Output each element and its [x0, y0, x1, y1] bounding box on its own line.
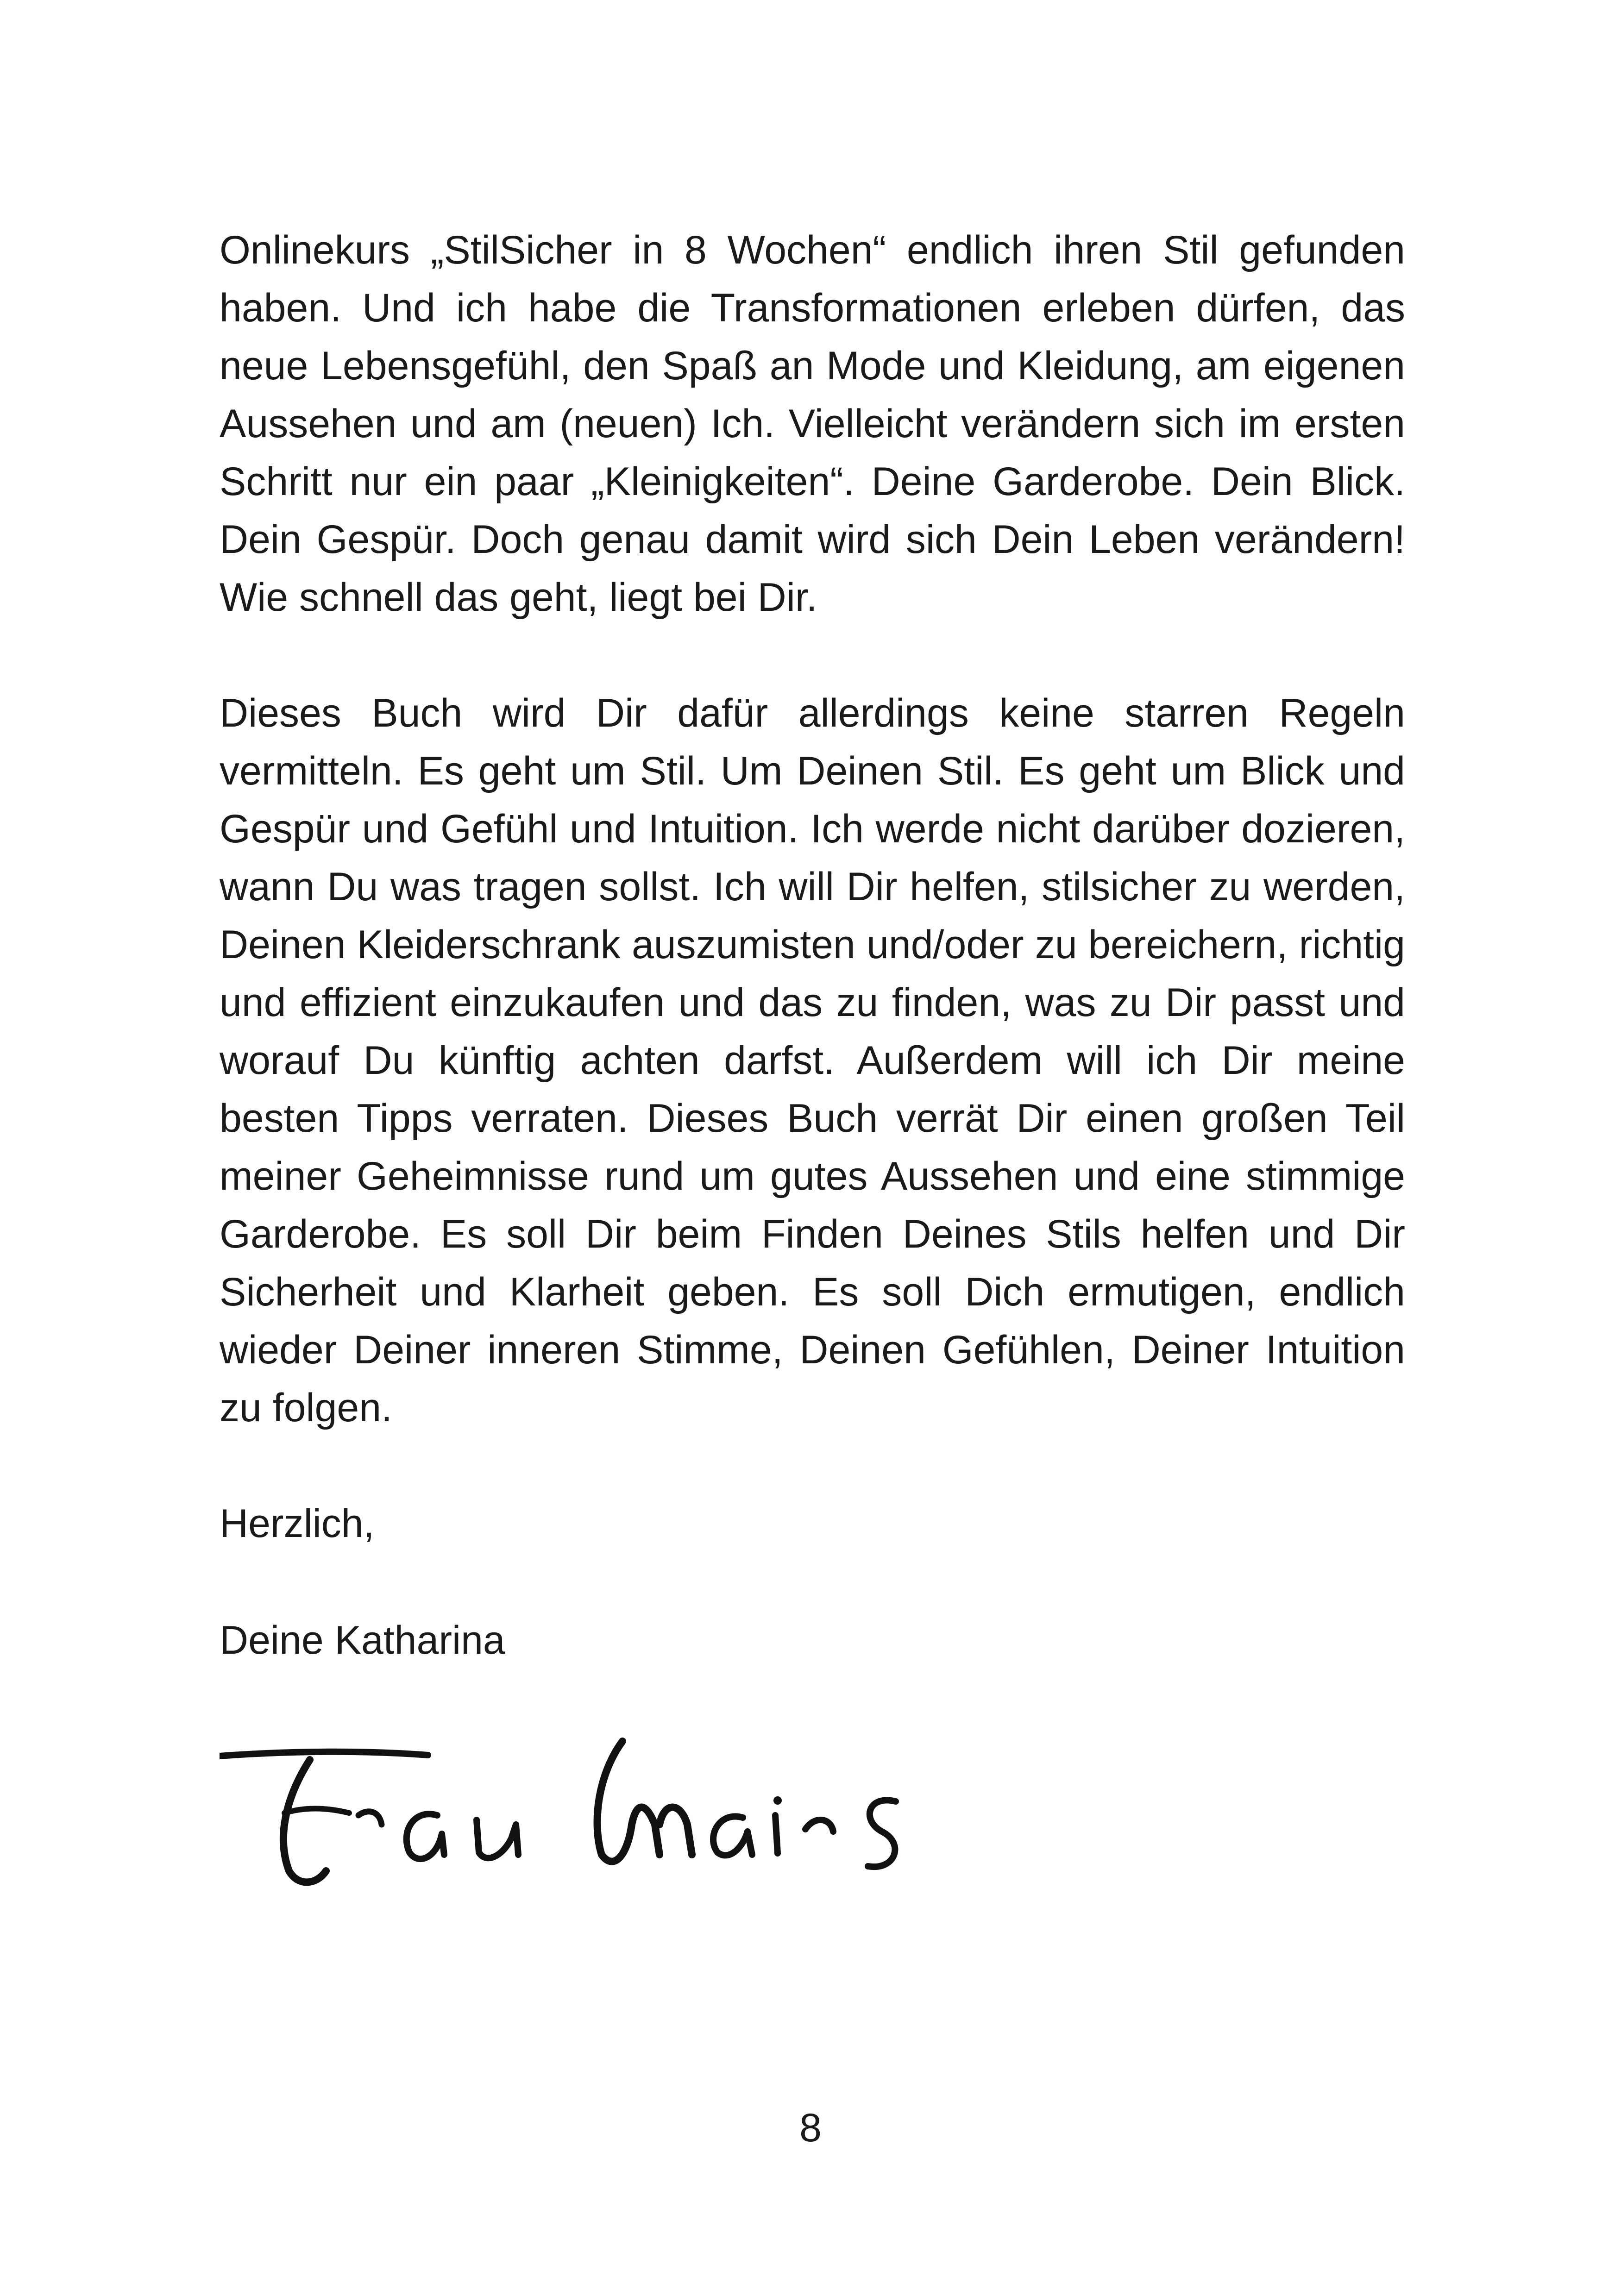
- paragraph-text: Onlinekurs „StilSicher in 8 Wochen“ endlich ihren Stil gefunden haben. Und ich habe die Transformationen erleben dürfen, das neue Lebensgefühl, den Spaß an Mode und Kleidung, am eigenen Aussehen und am (neuen) Ich. Vielleicht verändern sich im ersten Schritt nur ein paar „Kleinigkeiten“. Deine Garderobe. Dein Blick. Dein Gespür. Doch genau damit wird sich Dein Leben verändern! Wie schnell das geht, liegt bei Dir.: [220, 228, 1405, 620]
- signature-r: [358, 1812, 382, 1825]
- signature-ai: [713, 1815, 778, 1855]
- page-number: 8: [799, 2106, 822, 2150]
- paragraph-intro-continued: [220, 221, 1405, 627]
- signature-f-bar: [284, 1809, 349, 1813]
- signature-f-stem: [283, 1760, 326, 1882]
- signature-u: [477, 1820, 518, 1858]
- signature-dot: [773, 1796, 782, 1805]
- paragraph-book-purpose: [220, 684, 1405, 1437]
- signature-m: [597, 1741, 692, 1862]
- closing-greeting: Herzlich,: [220, 1501, 375, 1546]
- paragraph-text: Dieses Buch wird Dir dafür allerdings keine starren Regeln vermitteln. Es geht um Stil. Um Deinen Stil. Es geht um Blick und Gespür und Gefühl und Intuition. Ich werde nicht darüber dozieren, wann Du was tragen sollst. Ich will Dir helfen, stilsicher zu werden, Deinen Kleiderschrank auszumisten und/oder zu bereichern, richtig und effizient einzukaufen und das zu finden, was zu Dir passt und worauf Du künftig achten darfst. Außerdem will ich Dir meine besten Tipps verraten. Dieses Buch verrät Dir einen großen Teil meiner Geheimnisse rund um gutes Aussehen und eine stimmige Garderobe. Es soll Dir beim Finden Deines Stils helfen und Dir Sicherheit und Klarheit geben. Es soll Dich ermutigen, endlich wieder Deiner inneren Stimme, Deinen Gefühlen, Deiner Intuition zu folgen.: [220, 691, 1405, 1430]
- signoff-name: Deine Katharina: [220, 1618, 505, 1662]
- handwritten-signature: [220, 1732, 942, 1894]
- signature-a: [407, 1814, 444, 1859]
- signature-crossbar: [220, 1752, 428, 1756]
- signature-rs: [805, 1800, 896, 1867]
